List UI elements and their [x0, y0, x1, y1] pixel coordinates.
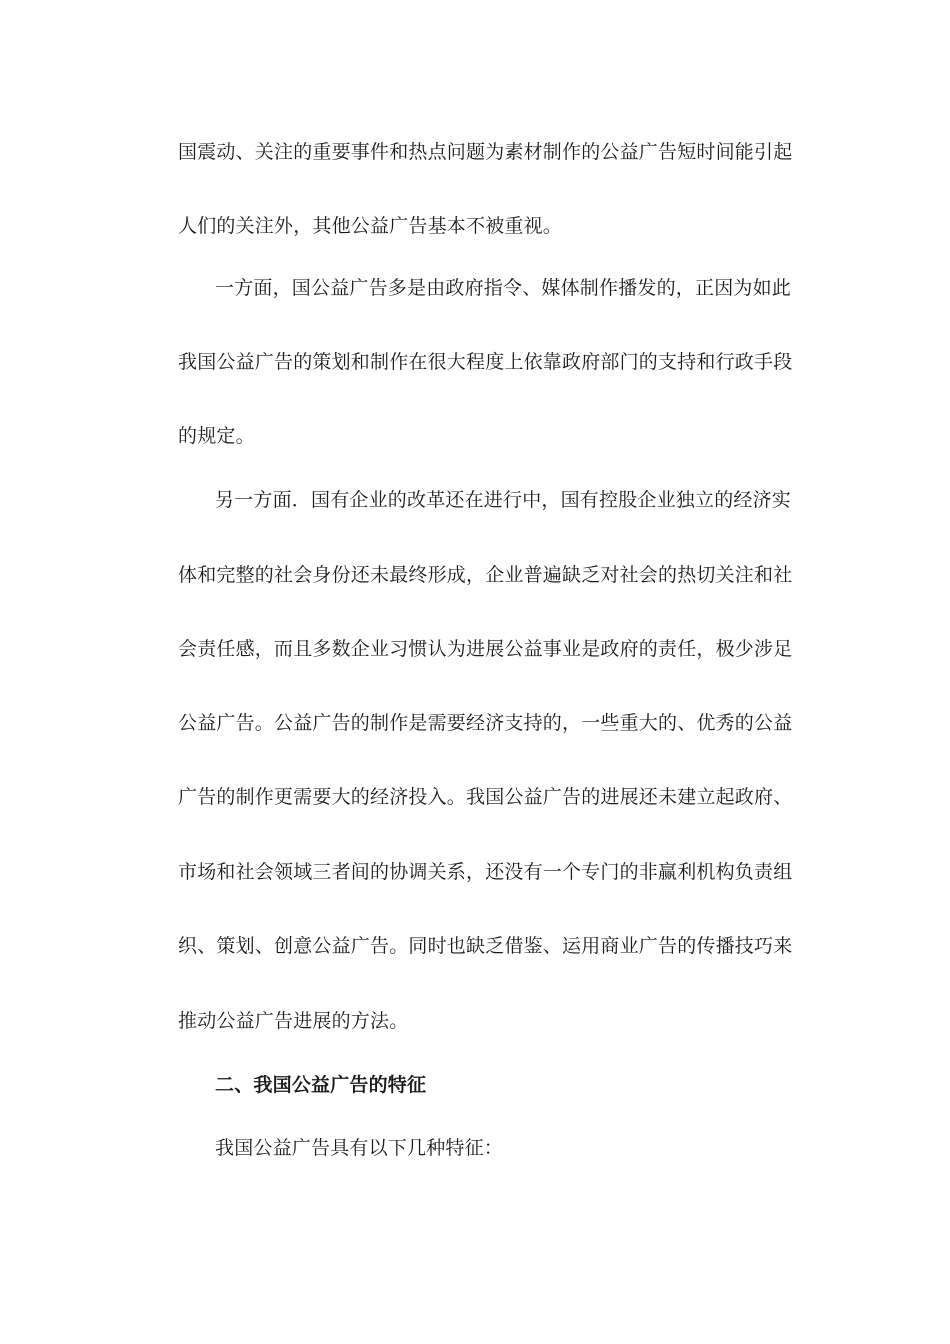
paragraph-2-line-2: 我国公益广告的策划和制作在很大程度上依靠政府部门的支持和行政手段: [178, 351, 793, 373]
paragraph-2-line-3: 的规定。: [178, 425, 255, 447]
section-heading: 二、我国公益广告的特征: [215, 1074, 427, 1096]
paragraph-3-line-4: 公益广告。公益广告的制作是需要经济支持的，一些重大的、优秀的公益: [178, 712, 793, 734]
paragraph-2-line-1: 一方面，国公益广告多是由政府指令、媒体制作播发的，正因为如此: [215, 277, 792, 299]
paragraph-3-line-7: 织、策划、创意公益广告。同时也缺乏借鉴、运用商业广告的传播技巧来: [178, 935, 793, 957]
paragraph-3-line-3: 会责任感，而且多数企业习惯认为进展公益事业是政府的责任，极少涉足: [178, 638, 793, 660]
paragraph-3-line-1: 另一方面．国有企业的改革还在进行中，国有控股企业独立的经济实: [215, 489, 792, 511]
paragraph-3-line-6: 市场和社会领域三者间的协调关系，还没有一个专门的非赢利机构负责组: [178, 861, 793, 883]
paragraph-4-line-1: 我国公益广告具有以下几种特征：: [215, 1137, 504, 1159]
paragraph-3-line-5: 广告的制作更需要大的经济投入。我国公益广告的进展还未建立起政府、: [178, 786, 793, 808]
paragraph-3-line-2: 体和完整的社会身份还未最终形成，企业普遍缺乏对社会的热切关注和社: [178, 564, 793, 586]
paragraph-1-line-1: 国震动、关注的重要事件和热点问题为素材制作的公益广告短时间能引起: [178, 141, 793, 163]
paragraph-3-line-8: 推动公益广告进展的方法。: [178, 1010, 409, 1032]
paragraph-1-line-2: 人们的关注外，其他公益广告基本不被重视。: [178, 215, 563, 237]
